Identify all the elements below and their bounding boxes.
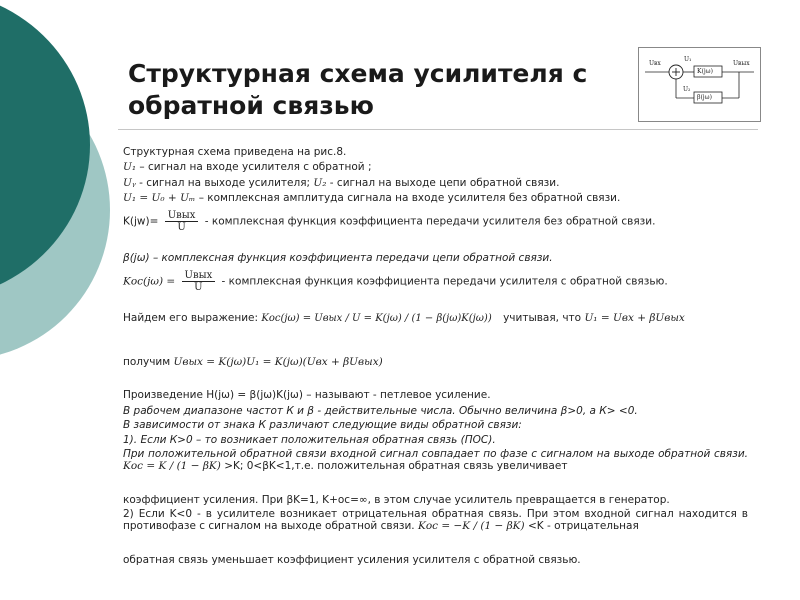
text-line: U₁ – сигнал на входе усилителя с обратной ; xyxy=(123,161,372,173)
slide-title: Структурная схема усилителя с обратной связью xyxy=(128,59,588,120)
text-paragraph: При положительной обратной связи входной сигнал совпадает по фазе с сигналом на выходе обратной связи. Kос = K / (1 − βK) >K; 0<βK<1,т.е. положительная обратная связь увеличивает xyxy=(123,448,748,472)
text-line: В рабочем диапазоне частот К и β - действительные числа. Обычно величина β>0, а К> <0. xyxy=(123,405,638,417)
text-line: коэффициент усиления. При βK=1, K+ос=∞, в этом случае усилитель превращается в генератор. xyxy=(123,494,670,506)
text-paragraph: 2) Если K<0 - в усилителе возникает отрицательная обратная связь. При этом входной сигнал находится в противофазе с сигналом на выходе обратной связи. Kос = −K / (1 − βK) <K - отрицательная xyxy=(123,508,748,532)
label-u2: U₂ xyxy=(683,86,691,93)
fraction: $\frac{\text{Uвых}}{U}$ xyxy=(165,210,199,233)
text-line: обратная связь уменьшает коэффициент усиления усилителя с обратной связью. xyxy=(123,554,581,566)
text-line: K(jw)= $\frac{\text{Uвых}}{U}$ - комплексная функция коэффициента передачи усилителя без обратной связи. xyxy=(123,210,656,233)
text-line: Найдем его выражение: Kос(jω) = Uвых / U = K(jω) / (1 − β(jω)K(jω)) учитывая, что U₁ = Uвх + βUвых xyxy=(123,312,685,324)
text-line: Произведение H(jω) = β(jω)K(jω) – называют - петлевое усиление. xyxy=(123,389,491,401)
label-u-out: Uвых xyxy=(733,60,750,67)
label-k-block: K(jω) xyxy=(697,68,713,75)
diagram-drawing xyxy=(639,48,760,121)
text-line: получим Uвых = K(jω)U₁ = K(jω)(Uвх + βUвых) xyxy=(123,356,383,368)
title-divider xyxy=(118,129,758,130)
text-line: Uᵧ - сигнал на выходе усилителя; U₂ - сигнал на выходе цепи обратной связи. xyxy=(123,177,560,189)
label-beta-block: β(jω) xyxy=(697,94,712,101)
text-line: Kос(jω) = $\frac{\text{Uвых}}{U}$ - комплексная функция коэффициента передачи усилителя с обратной связью. xyxy=(123,270,668,293)
text-line: β(jω) – комплексная функция коэффициента передачи цепи обратной связи. xyxy=(123,252,553,264)
text-line: U₁ = U₀ + Uₘ – комплексная амплитуда сигнала на входе усилителя без обратной связи. xyxy=(123,192,621,204)
fraction: $\frac{\text{Uвых}}{U}$ xyxy=(182,270,216,293)
text-line: 1). Если К>0 – то возникает положительная обратная связь (ПОС). xyxy=(123,434,496,446)
feedback-block-diagram xyxy=(638,47,761,122)
label-u1: U₁ xyxy=(684,56,692,63)
text-line: В зависимости от знака К различают следующие виды обратной связи: xyxy=(123,419,522,431)
label-u-in: Uвх xyxy=(649,60,661,67)
text-line: Структурная схема приведена на рис.8. xyxy=(123,146,347,158)
